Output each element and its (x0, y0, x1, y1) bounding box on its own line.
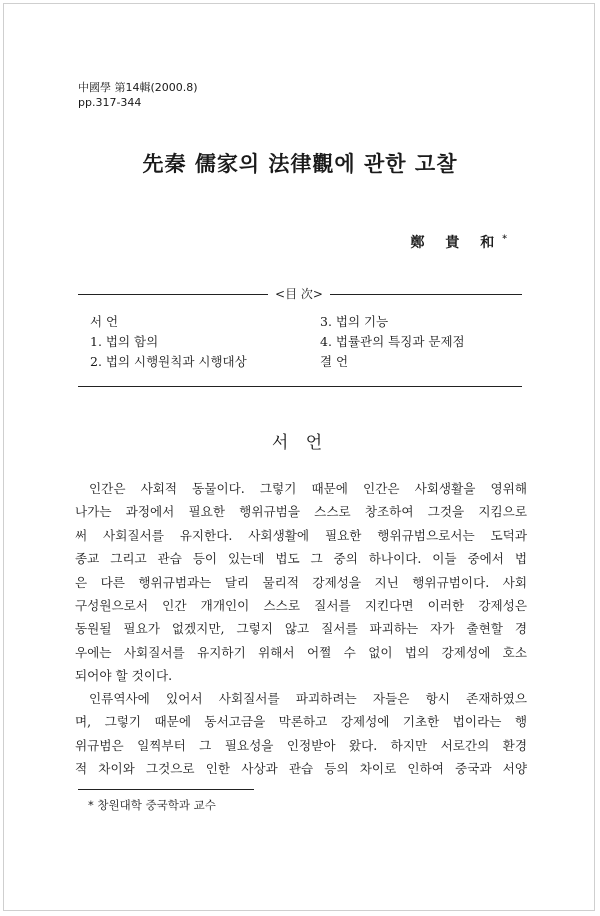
toc-top-rule-left (78, 294, 268, 295)
text-line: 나가는 과정에서 필요한 행위규범을 스스로 창조하여 그것을 지킴으로 (75, 504, 527, 520)
toc-column-left (90, 312, 247, 372)
text-line: 종교 그리고 관습 등이 있는데 법도 그 중의 하나이다. 이들 중에서 법 (75, 551, 527, 567)
text-line: 위규범은 일찍부터 그 필요성을 인정받아 왔다. 하지만 서로간의 환경 (75, 737, 527, 753)
toc-heading: <目 次> (275, 287, 323, 301)
text-line: 은 다른 행위규범과는 달리 물리적 강제성을 지닌 행위규범이다. 사회 (75, 574, 527, 590)
toc-item: 1. 법의 함의 (90, 334, 159, 349)
footnote: * 창원대학 중국학과 교수 (88, 798, 216, 812)
toc-item: 2. 법의 시행원칙과 시행대상 (90, 354, 247, 369)
text-line: 써 사회질서를 유지한다. 사회생활에 필요한 행위규범으로서는 도덕과 (75, 527, 527, 543)
toc-top-rule-right (330, 294, 522, 295)
toc-item: 결 언 (320, 354, 349, 369)
section-heading: 서 언 (271, 433, 329, 453)
author (411, 232, 507, 252)
text-line: 구성원으로서 인간 개개인이 스스로 질서를 지킨다면 이러한 강제성은 (75, 597, 527, 613)
text-line: 며, 그렇기 때문에 동서고금을 막론하고 강제성에 기초한 법이라는 행 (75, 714, 527, 730)
toc-bottom-rule (78, 386, 522, 387)
author-name: 鄭 貴 和 (410, 235, 503, 251)
footnote-rule (78, 789, 254, 790)
journal-issue: 中國學 第14輯(2000.8) (78, 81, 198, 94)
author-footnote-mark: * (502, 234, 507, 245)
paragraph-2 (75, 687, 527, 781)
text-line: 우에는 사회질서를 유지하기 위해서 어쩔 수 없이 법의 강제성에 호소 (75, 644, 527, 660)
journal-pages: pp.317-344 (78, 96, 142, 109)
toc-item: 3. 법의 기능 (320, 314, 389, 329)
table-of-contents (78, 287, 522, 387)
journal-info (78, 80, 198, 110)
toc-item: 서 언 (90, 314, 119, 329)
text-line: 동원될 필요가 없겠지만, 그렇지 않고 질서를 파괴하는 자가 출현할 경 (75, 621, 527, 637)
toc-item: 4. 법률관의 특징과 문제점 (320, 334, 465, 349)
text-line: 적 차이와 그것으로 인한 사상과 관습 등의 차이로 인하여 중국과 서양 (75, 761, 527, 777)
paragraph-1 (75, 477, 527, 688)
text-line: 인류역사에 있어서 사회질서를 파괴하려는 자들은 항시 존재하였으 (89, 691, 527, 706)
paper-title: 先秦 儒家의 法律觀에 관한 고찰 (142, 151, 458, 176)
text-line: 인간은 사회적 동물이다. 그렇기 때문에 인간은 사회생활을 영위해 (89, 481, 527, 496)
text-line: 되어야 할 것이다. (75, 668, 173, 684)
toc-column-right (320, 312, 465, 372)
